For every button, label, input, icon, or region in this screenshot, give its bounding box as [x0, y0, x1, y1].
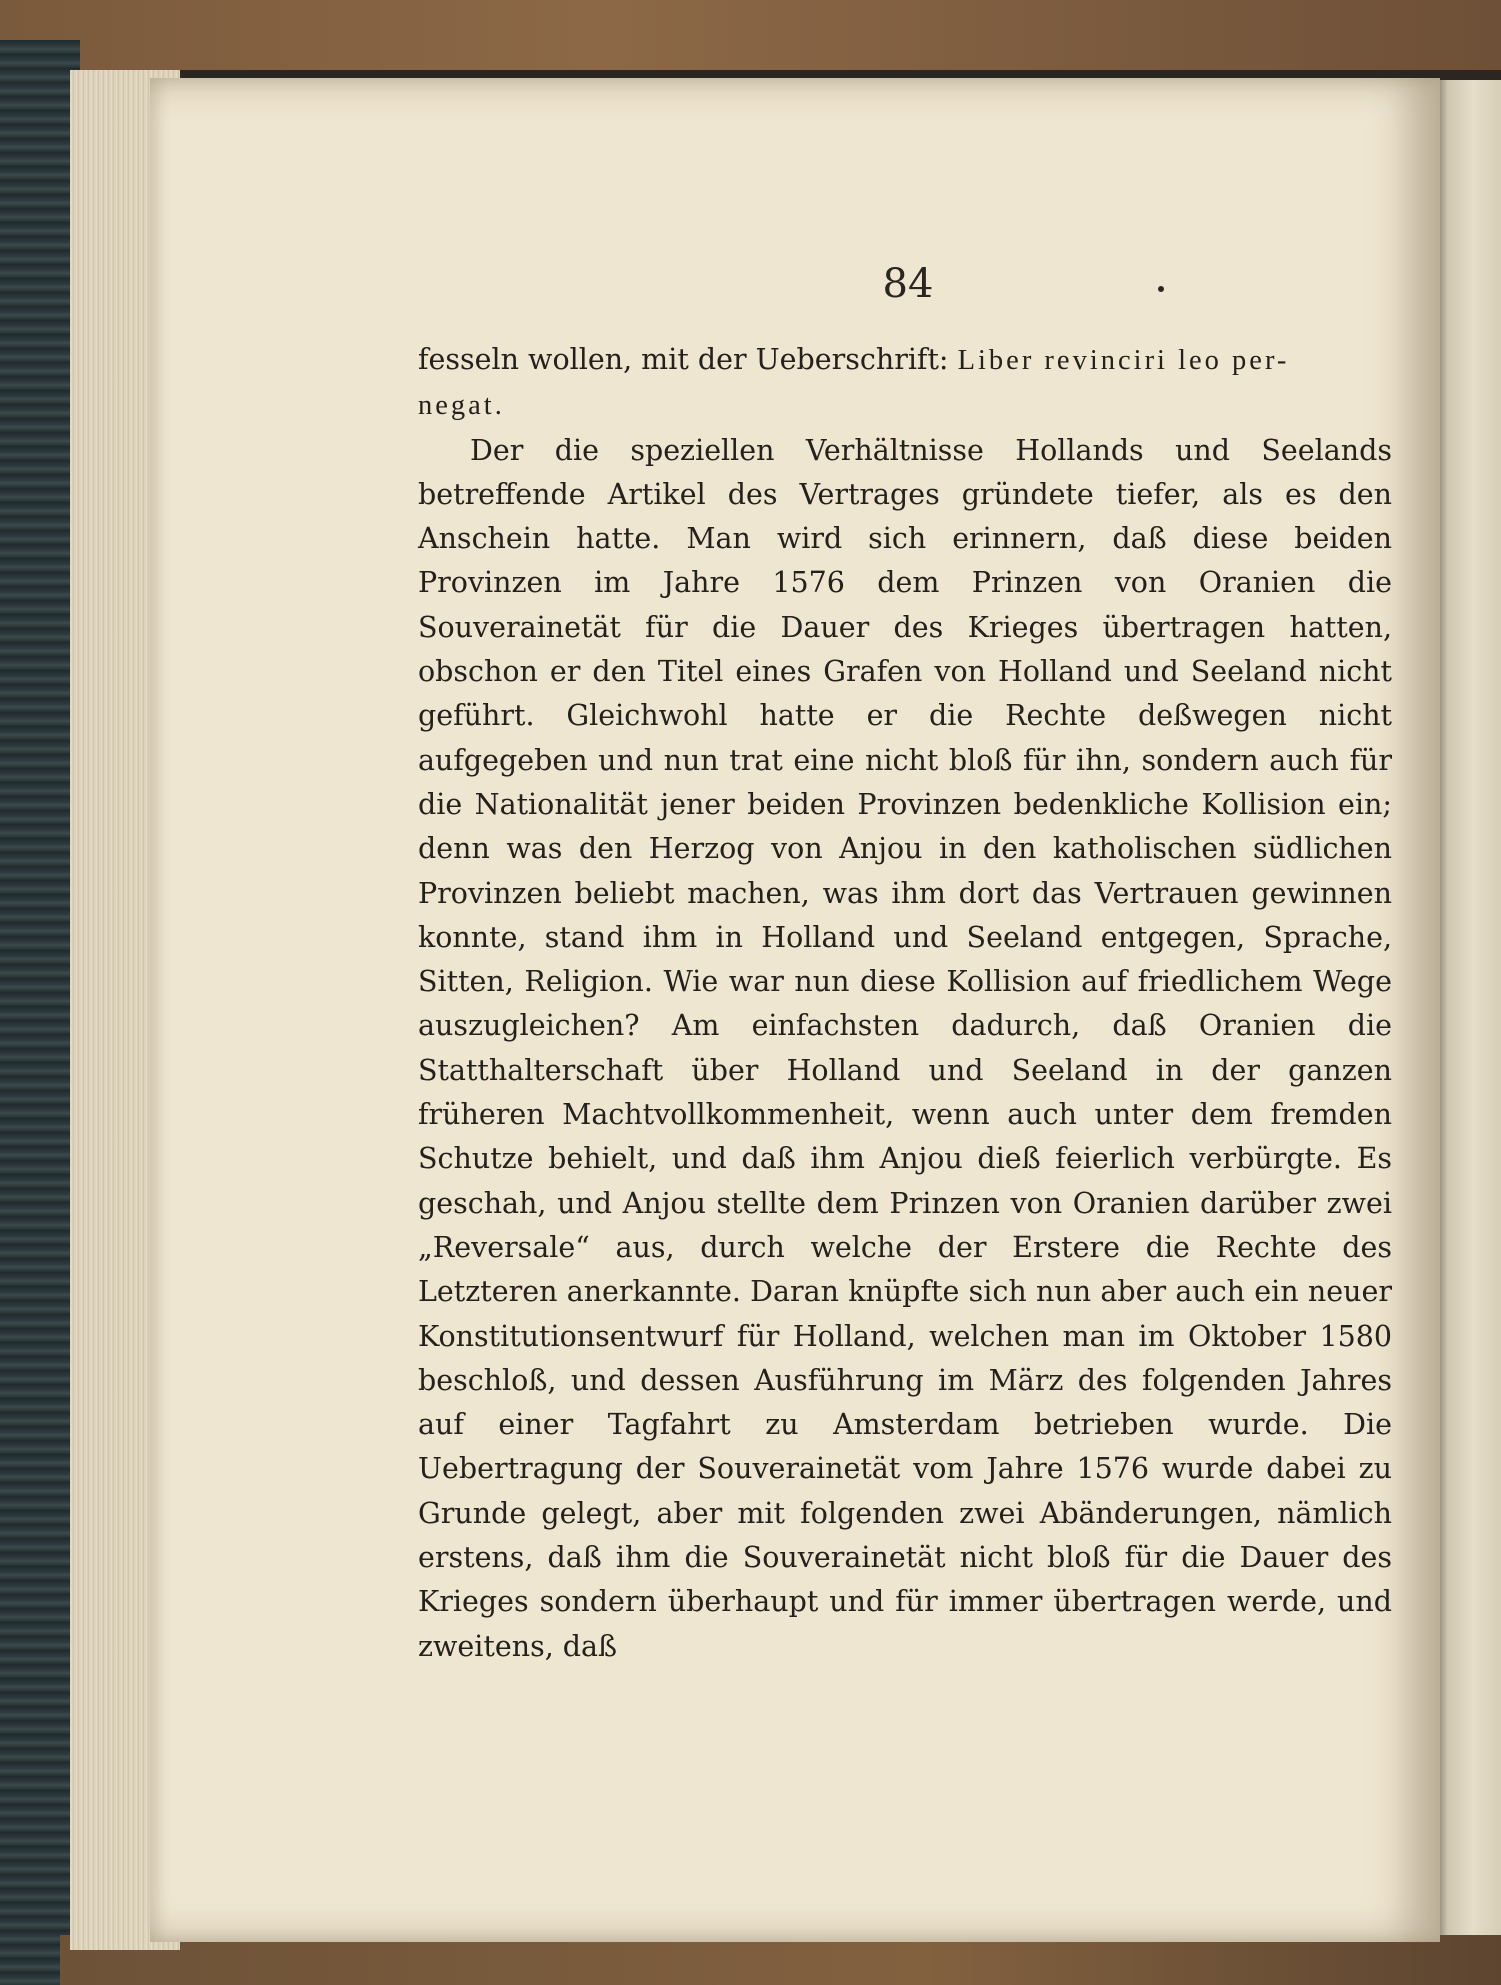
print-speck: [1158, 286, 1164, 292]
paragraph-continued-lead: fesseln wollen, mit der Ueberschrift:: [418, 343, 958, 376]
book-cover-spine: [0, 40, 80, 1985]
latin-quote-end: [418, 383, 1392, 428]
paragraph-continued: [418, 338, 1392, 383]
paragraph: Der die speziellen Verhältnisse Hollands und Seelands betreffende Artikel des Vertrages gründete tiefer, als es den Anschein hatte. Man wird sich erinnern, daß diese beiden Provinzen im Jahre 1576 dem Prinzen von Oranien die Souverainetät für die Dauer des Krieges übertragen hatten, obschon er den Titel eines Grafen von Holland und Seeland nicht geführt. Gleichwohl hatte er die Rechte deßwegen nicht aufgegeben und nun trat eine nicht bloß für ihn, sondern auch für die Nationalität jener beiden Provinzen bedenkliche Kollision ein; denn was den Herzog von Anjou in den katholischen südlichen Provinzen beliebt machen, was ihm dort das Vertrauen gewinnen konnte, stand ihm in Holland und Seeland entgegen, Sprache, Sitten, Religion. Wie war nun diese Kollision auf friedlichem Wege auszugleichen? Am einfachsten dadurch, daß Oranien die Statthalterschaft über Holland und Seeland in der ganzen früheren Machtvollkommenheit, wenn auch unter dem fremden Schutze behielt, und daß ihm Anjou dieß feierlich verbürgte. Es geschah, und Anjou stellte dem Prinzen von Oranien darüber zwei „Reversale“ aus, durch welche der Erstere die Rechte des Letzteren anerkannte. Daran knüpfte sich nun aber auch ein neuer Konstitutionsentwurf für Holland, welchen man im Oktober 1580 beschloß, und dessen Ausführung im März des folgenden Jahres auf einer Tagfahrt zu Amsterdam betrieben wurde. Die Uebertragung der Souverainetät vom Jahre 1576 wurde dabei zu Grunde gelegt, aber mit folgenden zwei Abänderungen, nämlich erstens, daß ihm die Souverainetät nicht bloß für die Dauer des Krieges sondern überhaupt und für immer übertragen werde, und zweitens, daß: [418, 433, 1392, 1663]
latin-quote-end-text: negat.: [418, 390, 505, 422]
latin-quote: Liber revinciri leo per-: [957, 345, 1290, 376]
book-cover-bottom: [60, 1935, 1501, 1985]
page-body-text: [418, 338, 1392, 1669]
facing-page-edge: [1430, 80, 1501, 1935]
book-cover-top: [0, 0, 1501, 70]
page-number: 84: [882, 261, 934, 307]
